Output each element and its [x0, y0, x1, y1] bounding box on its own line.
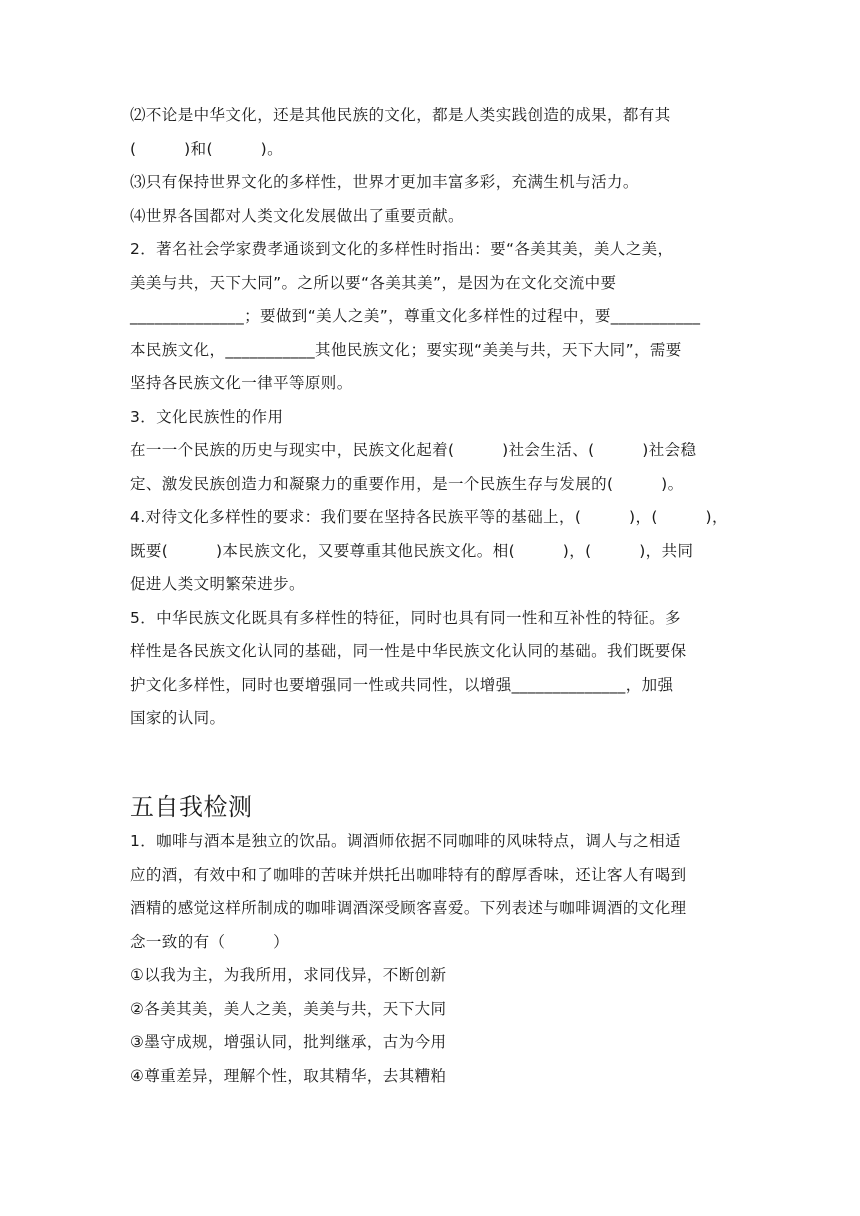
text-line: ______________；要做到“美人之美”，尊重文化多样性的过程中，要___________	[130, 307, 701, 325]
text-line: 美美与共，天下大同”。之所以要“各美其美”，是因为在文化交流中要	[130, 273, 617, 292]
text-line: 在一一个民族的历史与现实中，民族文化起着( )社会生活、( )社会稳	[130, 441, 697, 459]
section-knowledge	[130, 99, 732, 736]
text-line: 护文化多样性，同时也要增强同一性或共同性，以增强______________，加强	[130, 675, 674, 694]
answer-option: ③墨守成规，增强认同，批判继承，古为今用	[130, 1033, 447, 1051]
text-line: ⑶只有保持世界文化的多样性，世界才更加丰富多彩，充满生机与活力。	[130, 173, 639, 191]
text-line: 2．著名社会学家费孝通谈到文化的多样性时指出：要“各美其美，美人之美，	[130, 240, 674, 258]
text-line: 坚持各民族文化一律平等原则。	[130, 374, 353, 392]
text-line: 5．中华民族文化既具有多样性的特征，同时也具有同一性和互补性的特征。多	[130, 608, 681, 627]
section-self-check	[130, 825, 732, 1093]
question-text-line: 应的酒，有效中和了咖啡的苦味并烘托出咖啡特有的醇厚香味，还让客人有喝到	[130, 865, 687, 884]
question-text-line: 酒精的感觉这样所制成的咖啡调酒深受顾客喜爱。下列表述与咖啡调酒的文化理	[130, 899, 687, 917]
text-line: 定、激发民族创造力和凝聚力的重要作用，是一个民族生存与发展的( )。	[130, 474, 684, 493]
text-line: ⑷世界各国都对人类文化发展做出了重要贡献。	[130, 206, 464, 225]
text-line: 国家的认同。	[130, 709, 226, 727]
text-line: 样性是各民族文化认同的基础，同一性是中华民族文化认同的基础。我们既要保	[130, 642, 687, 660]
text-line: 3．文化民族性的作用	[130, 407, 284, 426]
section-heading: 五自我检测	[130, 793, 253, 821]
answer-option: ②各美其美，美人之美，美美与共，天下大同	[130, 999, 447, 1018]
text-line: ⑵不论是中华文化，还是其他民族的文化，都是人类实践创造的成果，都有其	[130, 106, 671, 124]
text-line: 促进人类文明繁荣进步。	[130, 575, 305, 593]
text-line: 既要( )本民族文化，又要尊重其他民族文化。相( )，( )，共同	[130, 541, 694, 560]
question-text-line: 1．咖啡与酒本是独立的饮品。调酒师依据不同咖啡的风味特点，调人与之相适	[130, 832, 681, 850]
question-text-line: 念一致的有（ ）	[130, 932, 290, 951]
answer-option: ④尊重差异，理解个性，取其精华，去其糟粕	[130, 1066, 447, 1085]
text-line: 4.对待文化多样性的要求：我们要在坚持各民族平等的基础上，( )，( )，	[130, 508, 728, 526]
text-line: 本民族文化，___________其他民族文化；要实现“美美与共，天下大同”，需要	[130, 340, 682, 359]
text-line: ( )和( )。	[130, 139, 283, 158]
answer-option: ①以我为主，为我所用，求同伐异，不断创新	[130, 966, 447, 984]
